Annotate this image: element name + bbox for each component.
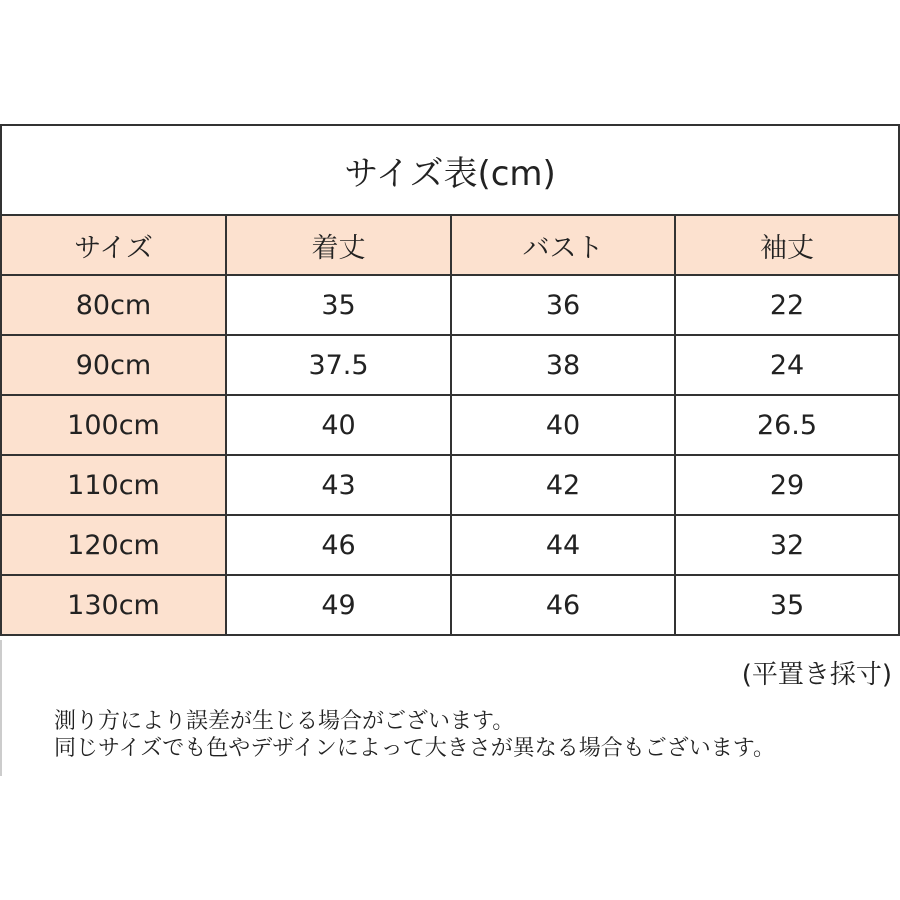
size-cell: 120cm (1, 515, 226, 575)
header-row (1, 215, 899, 275)
bust-cell: 38 (451, 335, 675, 395)
sleeve-cell: 35 (675, 575, 899, 635)
length-cell: 35 (226, 275, 451, 335)
title-row (1, 125, 899, 215)
sleeve-cell: 24 (675, 335, 899, 395)
bust-cell: 44 (451, 515, 675, 575)
table-row (1, 575, 899, 635)
table-title: サイズ表(cm) (1, 125, 899, 215)
header-bust: バスト (451, 215, 675, 275)
bust-cell: 36 (451, 275, 675, 335)
bust-cell: 40 (451, 395, 675, 455)
sleeve-cell: 32 (675, 515, 899, 575)
header-size: サイズ (1, 215, 226, 275)
note-line: 同じサイズでも色やデザインによって大きさが異なる場合もございます。 (54, 736, 775, 761)
bust-cell: 42 (451, 455, 675, 515)
size-cell: 100cm (1, 395, 226, 455)
length-cell: 49 (226, 575, 451, 635)
note-line: 測り方により誤差が生じる場合がございます。 (54, 709, 515, 734)
table-row (1, 335, 899, 395)
length-cell: 40 (226, 395, 451, 455)
sleeve-cell: 29 (675, 455, 899, 515)
left-divider (0, 640, 2, 776)
table-row (1, 395, 899, 455)
length-cell: 46 (226, 515, 451, 575)
table-row (1, 515, 899, 575)
size-table (0, 124, 900, 636)
sleeve-cell: 22 (675, 275, 899, 335)
table-row (1, 275, 899, 335)
disclaimer-notes (54, 708, 775, 762)
size-cell: 80cm (1, 275, 226, 335)
measurement-note: (平置き採寸) (741, 660, 892, 690)
size-cell: 110cm (1, 455, 226, 515)
sleeve-cell: 26.5 (675, 395, 899, 455)
length-cell: 37.5 (226, 335, 451, 395)
bust-cell: 46 (451, 575, 675, 635)
header-sleeve: 袖丈 (675, 215, 899, 275)
size-cell: 90cm (1, 335, 226, 395)
size-cell: 130cm (1, 575, 226, 635)
header-length: 着丈 (226, 215, 451, 275)
length-cell: 43 (226, 455, 451, 515)
table-row (1, 455, 899, 515)
